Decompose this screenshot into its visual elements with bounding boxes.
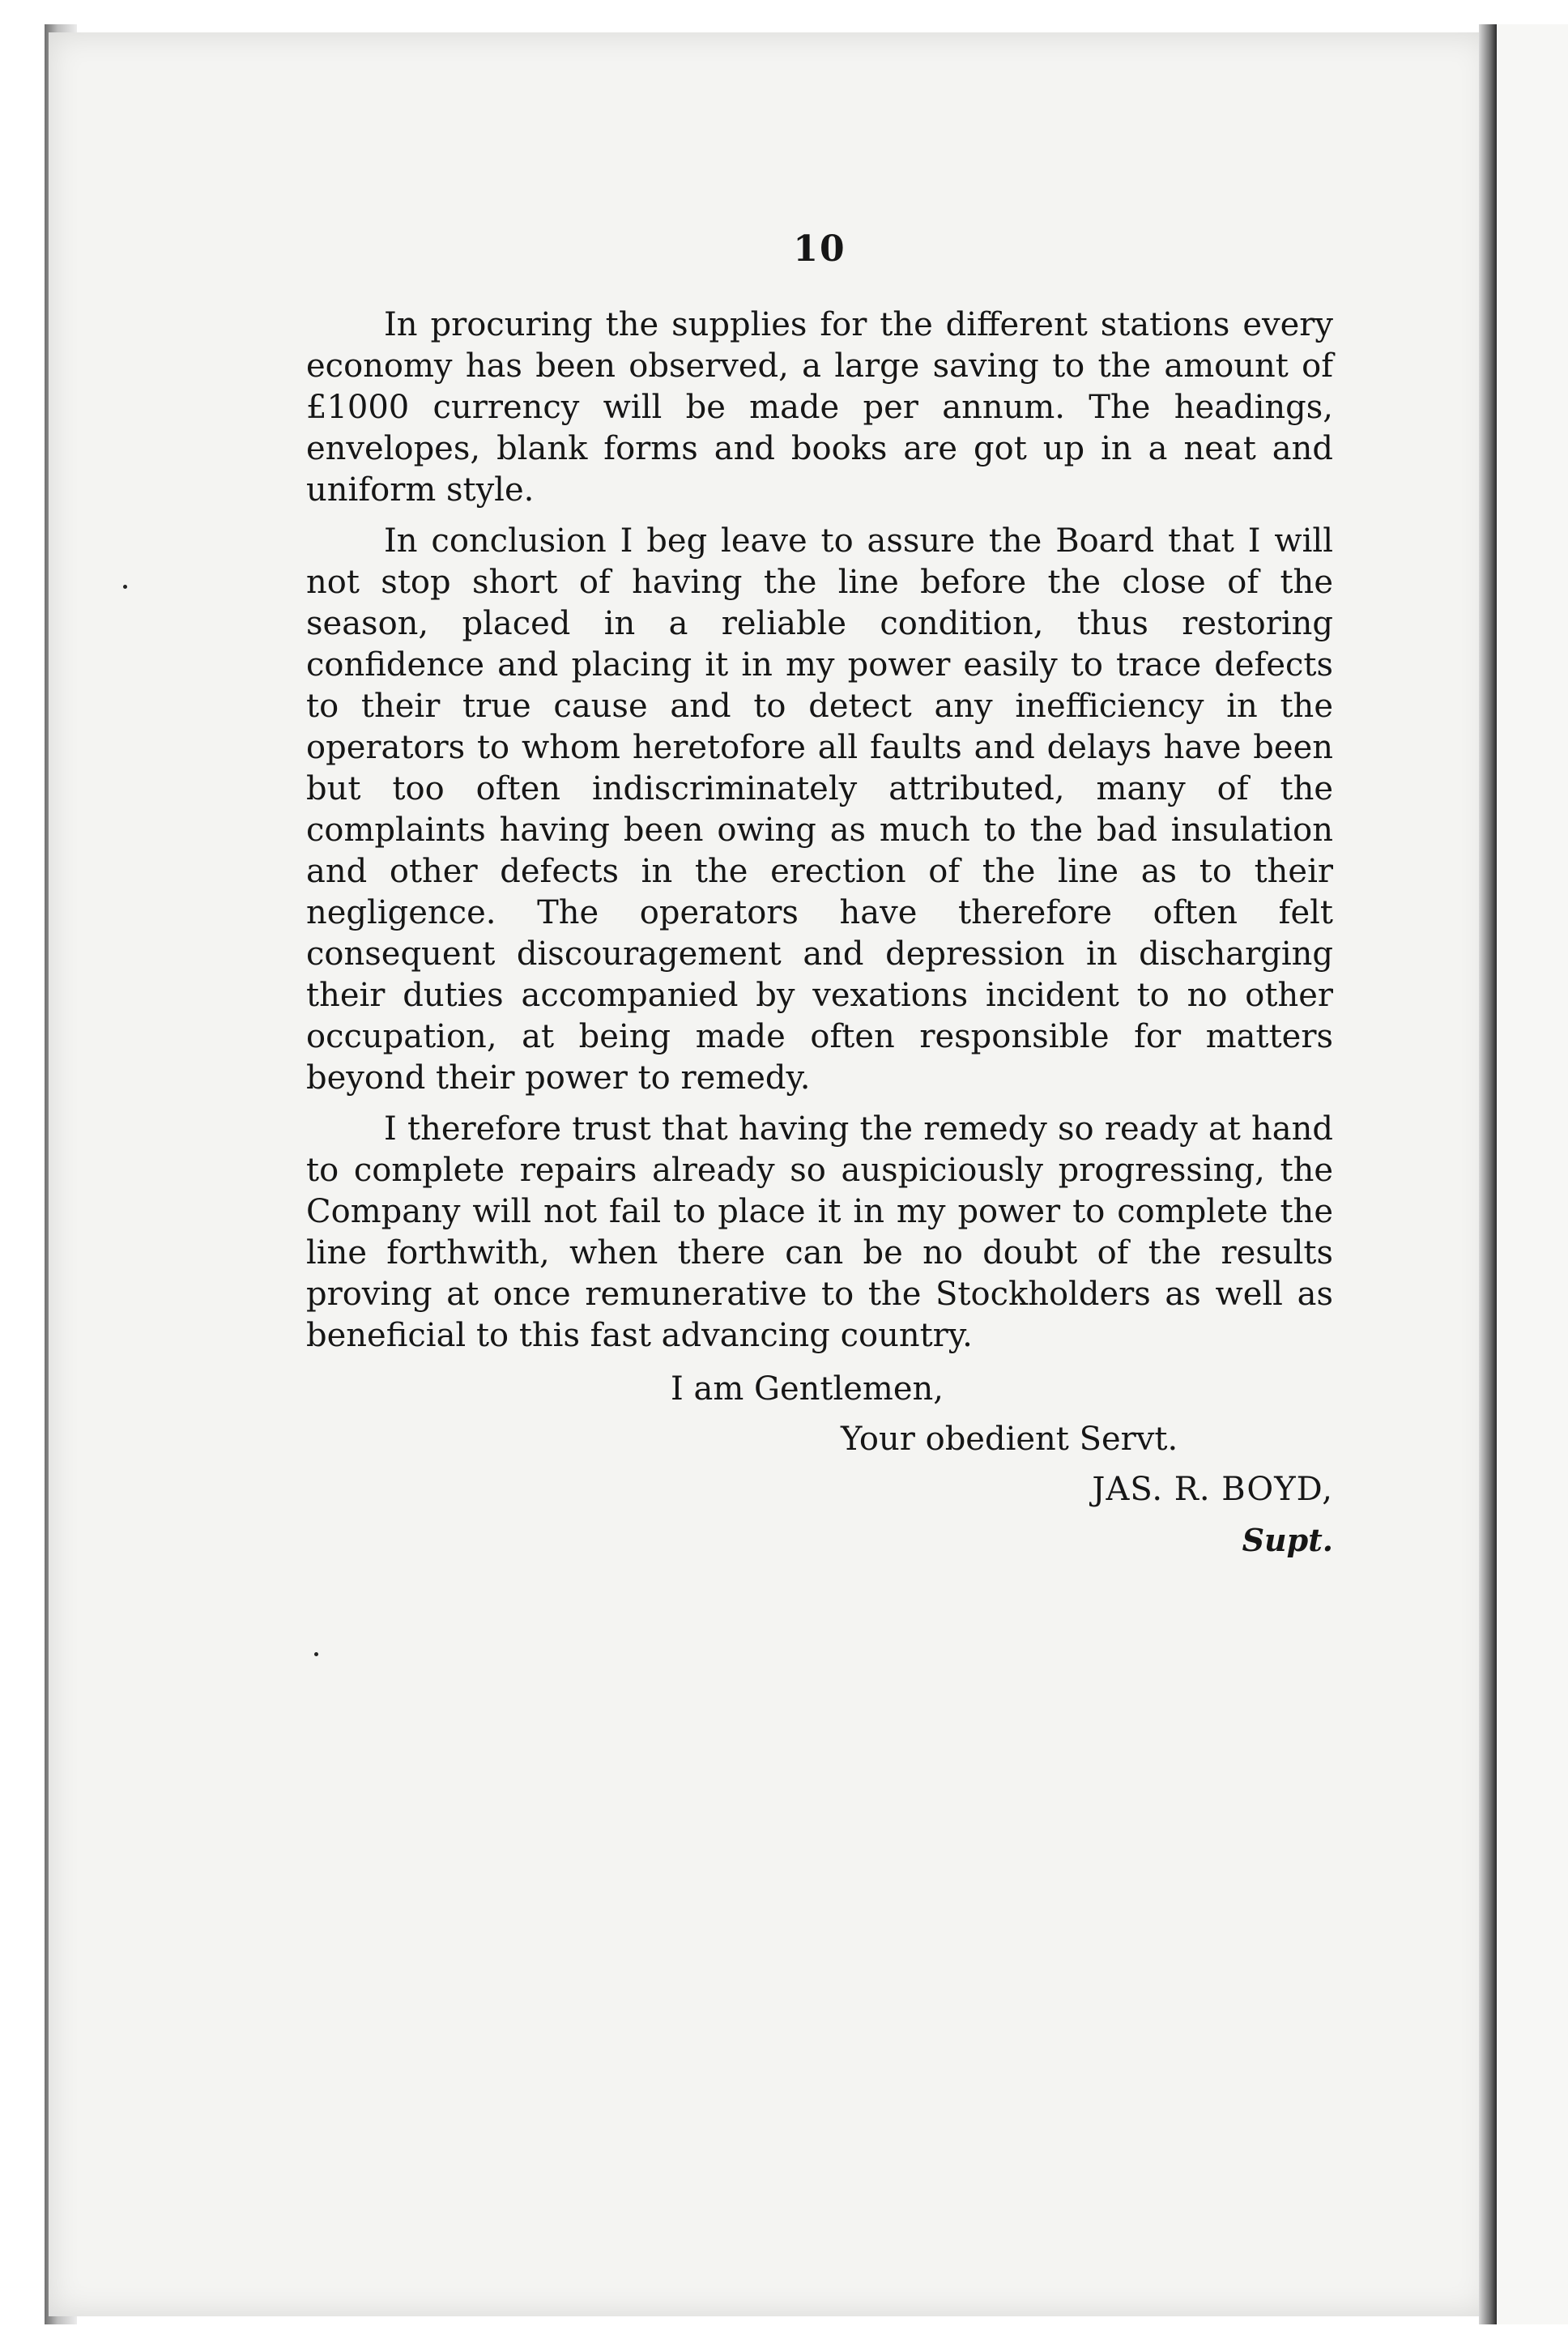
page-number: 10: [793, 228, 846, 270]
adjacent-page: [1497, 24, 1568, 2324]
body-text: [306, 305, 1333, 1366]
page-edge-right: [1479, 24, 1497, 2324]
signatory-title: Supt.: [1242, 1522, 1333, 1558]
signature: JAS. R. BOYD,: [1092, 1471, 1333, 1508]
paragraph-supplies: In procuring the supplies for the different stations every economy has been observed, a large saving to the amount of £1000 currency will be made per annum. The headings, envelopes, blank forms and books are got up in a neat and uniform style.: [306, 306, 1333, 509]
paragraph-trust: I therefore trust that having the remedy so ready at hand to complete repairs already so auspiciously progressing, the Company will not fail to place it in my power to complete the line forthwith, when there can be no doubt of the results proving at once remunerative to the Stockholders as well as beneficial to this fast advancing country.: [306, 1110, 1333, 1354]
scan-speck: [314, 1652, 318, 1656]
paragraph-conclusion: In conclusion I beg leave to assure the Board that I will not stop short of having the line before the close of the season, placed in a reliable condition, thus restoring confidence and placing it in my power easily to trace defects to their true cause and to detect any inefficiency in the operators to whom heretofore all faults and delays have been but too often indiscriminately attributed, many of the complaints having been owing as much to the bad insulation and other defects in the erection of the line as to their negligence. The operators have therefore often felt consequent discouragement and depression in discharging their duties accompanied by vexations incident to no other occupation, at being made often responsible for matters beyond their power to remedy.: [306, 522, 1333, 1097]
valediction: Your obedient Servt.: [841, 1421, 1178, 1458]
scan-speck: [123, 585, 127, 589]
salutation: I am Gentlemen,: [671, 1370, 944, 1408]
